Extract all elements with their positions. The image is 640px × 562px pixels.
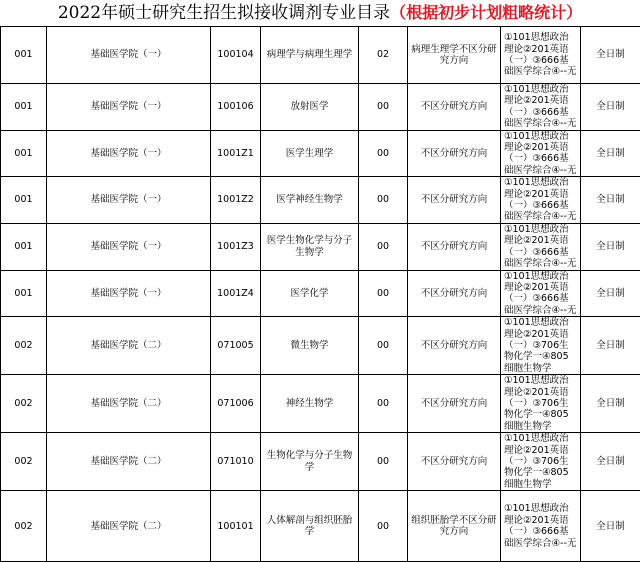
dept-code-cell: 001 [1, 84, 47, 131]
table-row [1, 491, 640, 562]
direction-cell: 不区分研究方向 [408, 177, 501, 224]
direction-code-cell: 00 [359, 317, 408, 375]
study-mode-cell: 全日制 [581, 223, 640, 270]
direction-cell: 病理生理学不区分研究方向 [408, 27, 501, 84]
study-mode-cell: 全日制 [581, 433, 640, 491]
department-cell: 基础医学院（一） [47, 223, 211, 270]
major-name-cell: 神经生物学 [261, 375, 359, 433]
exam-subjects-cell: ①101思想政治理论②201英语（一）③666基础医学综合④--无 [501, 491, 581, 562]
exam-subjects-cell: ①101思想政治理论②201英语（一）③706生物化学一④805细胞生物学 [501, 375, 581, 433]
department-cell: 基础医学院（二） [47, 433, 211, 491]
study-mode-cell: 全日制 [581, 375, 640, 433]
major-name-cell: 医学生理学 [261, 130, 359, 177]
dept-code-cell: 001 [1, 27, 47, 84]
study-mode-cell: 全日制 [581, 27, 640, 84]
exam-subjects-cell: ①101思想政治理论②201英语（一）③666基础医学综合④--无 [501, 270, 581, 317]
department-cell: 基础医学院（二） [47, 317, 211, 375]
dept-code-cell: 001 [1, 177, 47, 224]
direction-code-cell: 00 [359, 375, 408, 433]
table-row [1, 433, 640, 491]
exam-subjects-cell: ①101思想政治理论②201英语（一）③666基础医学综合④--无 [501, 27, 581, 84]
exam-subjects-cell: ①101思想政治理论②201英语（一）③666基础医学综合④--无 [501, 130, 581, 177]
direction-cell: 组织胚胎学不区分研究方向 [408, 491, 501, 562]
dept-code-cell: 002 [1, 433, 47, 491]
title-note: （根据初步计划粗略统计） [390, 3, 582, 22]
major-code-cell: 071010 [211, 433, 261, 491]
dept-code-cell: 002 [1, 491, 47, 562]
dept-code-cell: 002 [1, 375, 47, 433]
table-row [1, 270, 640, 317]
direction-cell: 不区分研究方向 [408, 130, 501, 177]
direction-code-cell: 00 [359, 223, 408, 270]
major-name-cell: 医学生物化学与分子生物学 [261, 223, 359, 270]
direction-cell: 不区分研究方向 [408, 84, 501, 131]
dept-code-cell: 001 [1, 223, 47, 270]
page-title [0, 0, 640, 27]
major-name-cell: 医学神经生物学 [261, 177, 359, 224]
direction-cell: 不区分研究方向 [408, 375, 501, 433]
major-name-cell: 放射医学 [261, 84, 359, 131]
exam-subjects-cell: ①101思想政治理论②201英语（一）③666基础医学综合④--无 [501, 84, 581, 131]
major-code-cell: 100104 [211, 27, 261, 84]
direction-code-cell: 00 [359, 433, 408, 491]
table-row [1, 27, 640, 84]
major-name-cell: 生物化学与分子生物学 [261, 433, 359, 491]
major-name-cell: 病理学与病理生理学 [261, 27, 359, 84]
major-name-cell: 医学化学 [261, 270, 359, 317]
direction-code-cell: 00 [359, 177, 408, 224]
major-code-cell: 100106 [211, 84, 261, 131]
direction-code-cell: 00 [359, 491, 408, 562]
study-mode-cell: 全日制 [581, 84, 640, 131]
exam-subjects-cell: ①101思想政治理论②201英语（一）③706生物化学一④805细胞生物学 [501, 433, 581, 491]
exam-subjects-cell: ①101思想政治理论②201英语（一）③706生物化学一④805细胞生物学 [501, 317, 581, 375]
dept-code-cell: 002 [1, 317, 47, 375]
major-code-cell: 071005 [211, 317, 261, 375]
major-name-cell: 微生物学 [261, 317, 359, 375]
study-mode-cell: 全日制 [581, 177, 640, 224]
direction-cell: 不区分研究方向 [408, 433, 501, 491]
department-cell: 基础医学院（一） [47, 27, 211, 84]
table-row [1, 130, 640, 177]
department-cell: 基础医学院（一） [47, 84, 211, 131]
table-row [1, 177, 640, 224]
exam-subjects-cell: ①101思想政治理论②201英语（一）③666基础医学综合④--无 [501, 223, 581, 270]
table-row [1, 84, 640, 131]
major-code-cell: 1001Z4 [211, 270, 261, 317]
study-mode-cell: 全日制 [581, 491, 640, 562]
major-code-cell: 071006 [211, 375, 261, 433]
direction-code-cell: 00 [359, 130, 408, 177]
direction-code-cell: 02 [359, 27, 408, 84]
study-mode-cell: 全日制 [581, 130, 640, 177]
direction-cell: 不区分研究方向 [408, 223, 501, 270]
table-row [1, 317, 640, 375]
catalog-table [0, 26, 640, 562]
department-cell: 基础医学院（二） [47, 491, 211, 562]
study-mode-cell: 全日制 [581, 317, 640, 375]
department-cell: 基础医学院（一） [47, 177, 211, 224]
major-name-cell: 人体解剖与组织胚胎学 [261, 491, 359, 562]
study-mode-cell: 全日制 [581, 270, 640, 317]
major-code-cell: 1001Z3 [211, 223, 261, 270]
dept-code-cell: 001 [1, 270, 47, 317]
title-main: 2022年硕士研究生招生拟接收调剂专业目录 [58, 3, 390, 23]
department-cell: 基础医学院（一） [47, 130, 211, 177]
major-code-cell: 1001Z1 [211, 130, 261, 177]
department-cell: 基础医学院（二） [47, 375, 211, 433]
table-row [1, 375, 640, 433]
exam-subjects-cell: ①101思想政治理论②201英语（一）③666基础医学综合④--无 [501, 177, 581, 224]
major-code-cell: 100101 [211, 491, 261, 562]
direction-code-cell: 00 [359, 270, 408, 317]
department-cell: 基础医学院（一） [47, 270, 211, 317]
direction-cell: 不区分研究方向 [408, 270, 501, 317]
direction-code-cell: 00 [359, 84, 408, 131]
major-code-cell: 1001Z2 [211, 177, 261, 224]
dept-code-cell: 001 [1, 130, 47, 177]
direction-cell: 不区分研究方向 [408, 317, 501, 375]
table-body [1, 27, 640, 562]
table-row [1, 223, 640, 270]
